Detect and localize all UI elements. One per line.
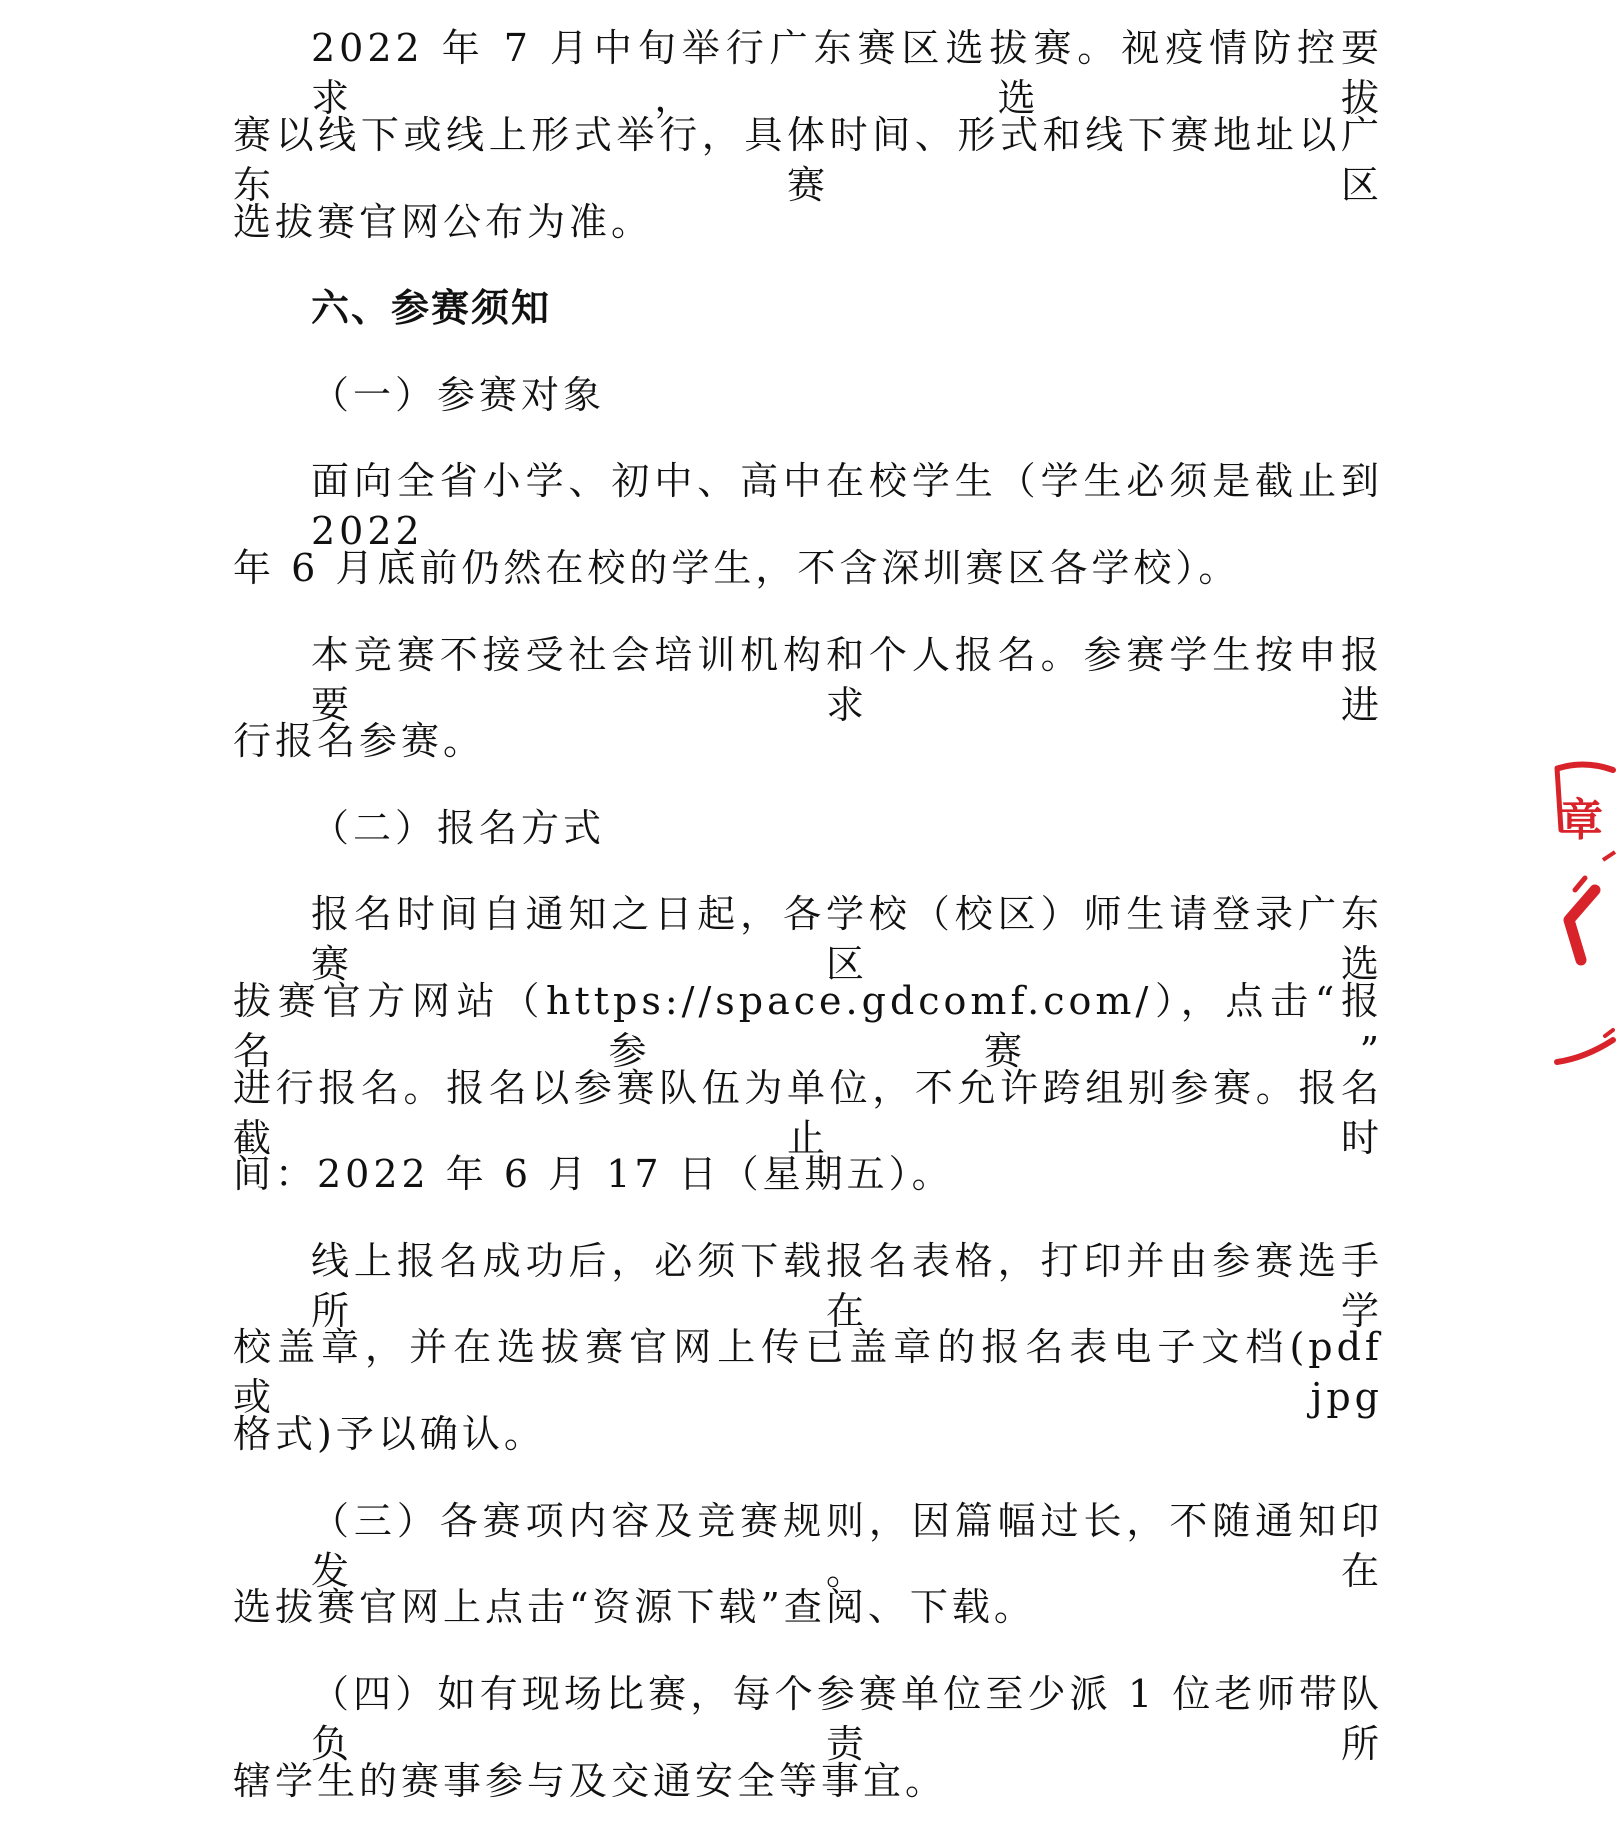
paragraph-line: 辖学生的赛事参与及交通安全等事宜。 (233, 1759, 948, 1803)
paragraph-line: 年 6 月底前仍然在校的学生，不含深圳赛区各学校）。 (233, 546, 1241, 590)
paragraph-line: 校盖章，并在选拔赛官网上传已盖章的报名表电子文档(pdf 或 jpg (233, 1325, 1383, 1419)
paragraph-line: （三）各赛项内容及竞赛规则，因篇幅过长，不随通知印发。在 (311, 1499, 1383, 1593)
paragraph-line: 进行报名。报名以参赛队伍为单位，不允许跨组别参赛。报名截止时 (233, 1066, 1383, 1160)
seal-arc (1569, 890, 1595, 960)
seal-arc (1559, 764, 1613, 770)
seal-arc (1605, 1030, 1613, 1036)
paragraph-line: 2022 年 7 月中旬举行广东赛区选拔赛。视疫情防控要求，选拔 (311, 26, 1383, 120)
paragraph-line: 选拔赛官网公布为准。 (233, 200, 654, 244)
subsection-heading: （二）报名方式 (311, 806, 606, 850)
paragraph-line: 格式)予以确认。 (233, 1412, 546, 1456)
seal-arc (1603, 852, 1615, 860)
paragraph-line: 面向全省小学、初中、高中在校学生（学生必须是截止到 2022 (311, 459, 1383, 553)
section-heading: 六、参赛须知 (311, 286, 552, 330)
paragraph-line: 选拔赛官网上点击“资源下载”查阅、下载。 (233, 1585, 1036, 1629)
paragraph-line: 本竞赛不接受社会培训机构和个人报名。参赛学生按申报要求进 (311, 633, 1383, 727)
seal-arc (1557, 1040, 1613, 1062)
subsection-heading: （一）参赛对象 (311, 373, 606, 417)
paragraph-line: 赛以线下或线上形式举行，具体时间、形式和线下赛地址以广东赛区 (233, 113, 1383, 207)
seal-glyph: 章 (1559, 795, 1603, 846)
paragraph-line: （四）如有现场比赛，每个参赛单位至少派 1 位老师带队负责所 (311, 1672, 1383, 1766)
official-seal-stamp (1555, 760, 1616, 1110)
paragraph-line: 行报名参赛。 (233, 719, 486, 763)
paragraph-line: 间：2022 年 6 月 17 日（星期五）。 (233, 1152, 954, 1196)
paragraph-line: 拔赛官方网站（https://space.gdcomf.com/），点击“报名参赛” (233, 979, 1383, 1073)
seal-arc (1575, 878, 1585, 890)
paragraph-line: 报名时间自通知之日起，各学校（校区）师生请登录广东赛区选 (311, 892, 1383, 986)
paragraph-line: 线上报名成功后，必须下载报名表格，打印并由参赛选手所在学 (311, 1239, 1383, 1333)
